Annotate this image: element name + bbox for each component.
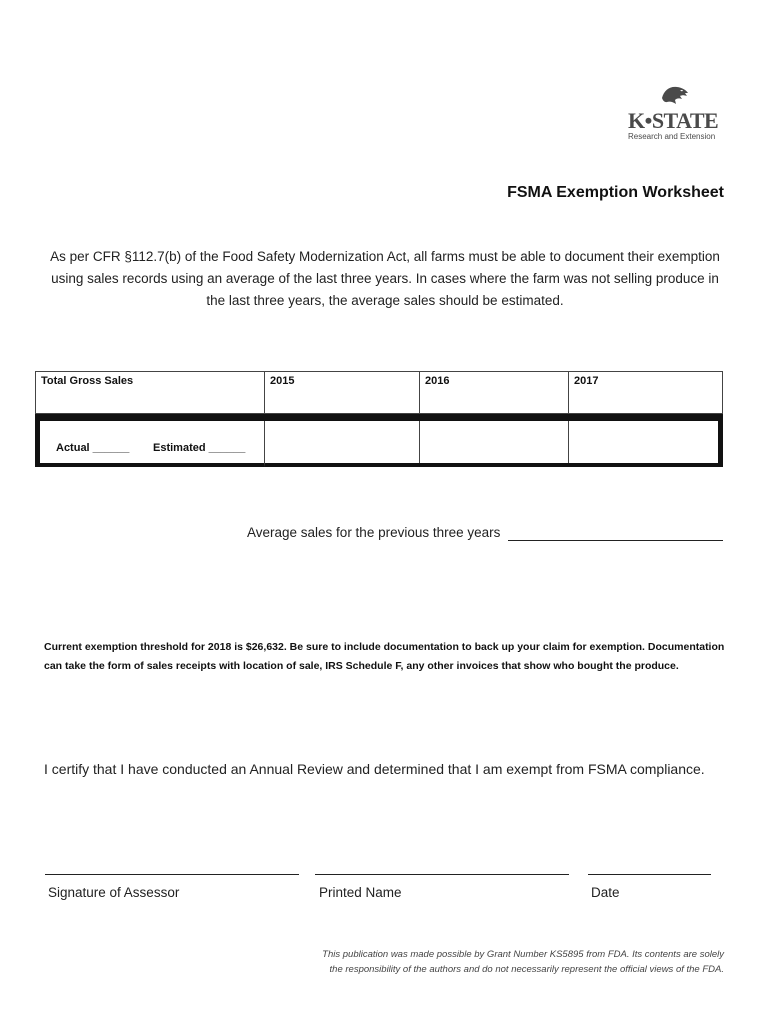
footer-line-2: the responsibility of the authors and do not necessarily represent the official views of the FDA. [329, 964, 724, 975]
date-label: Date [591, 885, 620, 900]
value-cell-2017[interactable] [568, 421, 723, 467]
wildcat-icon [660, 84, 690, 108]
actual-label: Actual ______ [56, 442, 130, 454]
header-2015: 2015 [264, 371, 420, 414]
printed-name-line[interactable] [315, 874, 569, 875]
date-line[interactable] [588, 874, 711, 875]
average-sales-field[interactable] [508, 540, 723, 541]
footer-disclaimer [264, 947, 724, 977]
header-total-gross-sales: Total Gross Sales [35, 371, 265, 414]
estimated-label: Estimated ______ [153, 442, 246, 454]
threshold-note: Current exemption threshold for 2018 is $26,632. Be sure to include documentation to back up your claim for exemption. Documentation can take the form of sales receipts with location of sale, IRS Schedule F, any other invoices that show who bought the produce. [44, 641, 725, 672]
certification-statement: I certify that I have conducted an Annual Review and determined that I am exempt from FSMA compliance. [44, 761, 705, 777]
sales-table [35, 371, 723, 467]
signature-line[interactable] [45, 874, 299, 875]
sales-type-cell [35, 421, 265, 467]
printed-name-label: Printed Name [319, 885, 402, 900]
value-cell-2016[interactable] [419, 421, 569, 467]
footer-line-1: This publication was made possible by Grant Number KS5895 from FDA. Its contents are solely [322, 949, 724, 960]
intro-paragraph: As per CFR §112.7(b) of the Food Safety Modernization Act, all farms must be able to document their exemption using sales records using an average of the last three years. In cases where the farm was not selling produce in the last three years, the average sales should be estimated. [50, 249, 720, 308]
header-2016: 2016 [419, 371, 569, 414]
table-divider [35, 414, 723, 421]
value-cell-2015[interactable] [264, 421, 420, 467]
header-2017: 2017 [568, 371, 723, 414]
average-sales-label: Average sales for the previous three years [247, 525, 501, 540]
kstate-logo [626, 84, 726, 144]
page-title: FSMA Exemption Worksheet [507, 184, 724, 201]
logo-subtitle: Research and Extension [628, 132, 716, 141]
signature-label: Signature of Assessor [48, 885, 180, 900]
logo-wordmark: K•STATE [628, 108, 719, 133]
